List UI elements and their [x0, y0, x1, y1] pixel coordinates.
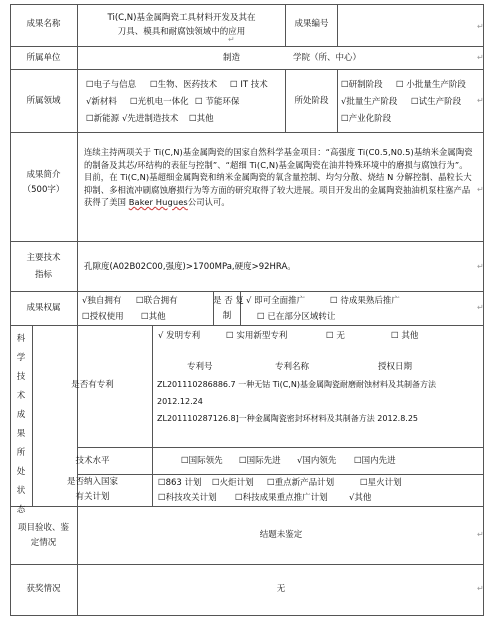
col-divider	[337, 69, 338, 133]
patent-option: ☐ 无	[326, 331, 345, 341]
replicable-option: √ 即可全面推广	[246, 296, 306, 306]
field-option: √新材料	[86, 97, 117, 107]
paragraph-mark: ↵	[477, 22, 484, 31]
label-tech-indicators: 主要技术	[26, 253, 61, 263]
field-option: ☐电子与信息	[86, 80, 137, 90]
paragraph-mark: ↵	[477, 584, 484, 593]
label-patent: 是否有专利	[71, 380, 114, 390]
row-divider	[10, 291, 484, 292]
patent-option: ☐ 其他	[391, 331, 419, 341]
plan-option: √其他	[349, 493, 372, 503]
stage-option: ☐产业化阶段	[341, 114, 392, 124]
field-option: ☐光机电一体化	[130, 97, 189, 107]
stage-option: ☐试生产阶段	[411, 97, 462, 107]
label-stage: 所处阶段	[294, 96, 329, 106]
stage-option: ☐研制阶段	[341, 80, 383, 90]
patent-entry-date: 2012.12.24	[157, 397, 203, 406]
table-border	[10, 4, 484, 616]
row-divider	[10, 325, 484, 326]
field-option: ☐ 节能环保	[195, 97, 240, 107]
tech-level-option: √国内领先	[297, 456, 337, 466]
ownership-option: ☐联合拥有	[136, 296, 178, 306]
paragraph-mark: ↵	[477, 530, 484, 539]
awards-value: 无	[276, 584, 286, 594]
ownership-option: ☐授权使用	[82, 312, 124, 322]
paragraph-mark: ↵	[477, 96, 484, 105]
tech-indicators-value: 孔隙度(A02B02C00,强度)>1700MPa,硬度>92HRA。	[84, 262, 296, 272]
patent-header: 专利名称	[275, 362, 310, 372]
ownership-option: √独自拥有	[82, 296, 122, 306]
paragraph-mark: ↵	[477, 262, 484, 271]
ownership-option: ☐其他	[141, 312, 166, 322]
achievement-title-line2: 刀具、模具和耐腐蚀领域中的应用	[117, 27, 246, 37]
patent-entry: ZL201110287126.8]一种金属陶瓷密封环材料及其制备方法 2012.8.25	[157, 414, 419, 423]
label-ownership: 成果权属	[26, 303, 61, 313]
paragraph-mark: ↵	[477, 53, 484, 62]
plan-option: ☐科技攻关计划	[158, 493, 217, 503]
patent-header: 专利号	[187, 362, 213, 372]
label-summary: 成果简介	[26, 170, 61, 180]
plan-option: ☐科技成果重点推广计划	[235, 493, 328, 503]
patent-entry: ZL201110286886.7 一种无钴 Ti(C,N)基金属陶瓷耐磨耐蚀材料及其制备方法	[157, 380, 436, 389]
company-name: Baker Hugues	[128, 197, 188, 207]
label-national-plan: 是否纳入国家	[66, 477, 118, 487]
label-awards: 获奖情况	[26, 584, 61, 594]
label-summary-limit: （500字）	[22, 185, 65, 195]
plan-option: ☐火炬计划	[212, 478, 254, 488]
row-divider	[10, 506, 484, 507]
label-acceptance-2: 定情况	[30, 538, 57, 548]
row-divider	[77, 447, 484, 448]
plan-option: ☐863 计划	[158, 478, 202, 488]
col-divider	[152, 325, 153, 507]
paragraph-mark: ↵	[477, 303, 484, 312]
field-option: ☐其他	[189, 114, 214, 124]
row-divider	[10, 69, 484, 70]
achievement-title-line1: Ti(C,N)基金属陶瓷工具材料开发及其在	[107, 13, 256, 23]
replicable-option: ☐ 已在部分区域转让	[257, 312, 336, 322]
label-tech-indicators-2: 指标	[34, 270, 52, 280]
stage-option: ☐ 小批量生产阶段	[396, 80, 466, 90]
summary-end: 公司认可。	[187, 197, 230, 207]
paragraph-mark: ↵	[477, 185, 484, 194]
label-national-plan-2: 有关计划	[75, 492, 110, 502]
row-divider	[10, 564, 484, 565]
label-field: 所属领域	[26, 96, 61, 106]
label-tech-level: 技术水平	[75, 456, 110, 466]
tech-level-option: ☐国际先进	[239, 456, 281, 466]
plan-option: ☐重点新产品计划	[267, 478, 335, 488]
plan-option: ☐星火计划	[360, 478, 402, 488]
field-option: ☐生物、医药技术	[150, 80, 218, 90]
field-option: ☐ IT 技术	[230, 80, 268, 90]
field-option: ☐新能源	[86, 114, 120, 124]
patent-option: √ 发明专利	[158, 331, 201, 341]
department-value: 制造	[223, 53, 241, 63]
row-divider	[77, 474, 484, 475]
col-divider	[77, 4, 78, 616]
patent-header: 授权日期	[378, 362, 413, 372]
row-divider	[10, 241, 484, 242]
acceptance-value: 结题未鉴定	[259, 530, 303, 540]
patent-option: ☐ 实用新型专利	[226, 331, 288, 341]
summary-body: 连续主持两项关于 Ti(C,N)基金属陶瓷的国家自然科学基金项目：“高强度 Ti(C0.5,N0.5)基纳米金属陶瓷的制备及其芯/环结构的表征与控制”、“超细 Ti(C,N)基金属陶瓷在油井特殊环境中的磨损与腐蚀行为”。目前，在 Ti(C,N)基超细金属陶瓷和纳米金属陶瓷的氧含量控制、均匀分散、烧结 N 分解控制、晶粒长大抑制、多相流冲刷腐蚀磨损行为等方面的研究取得了较大进展。项目开发出的金属陶瓷抽油机泵柱塞产品获得了美国	[84, 147, 473, 207]
col-divider	[337, 4, 338, 47]
label-department: 所属单位	[26, 53, 61, 63]
tech-level-option: ☐国内先进	[354, 456, 396, 466]
row-divider	[10, 46, 484, 47]
label-achievement-name: 成果名称	[26, 19, 61, 29]
replicable-option: ☐ 待成果熟后推广	[330, 296, 400, 306]
label-achievement-number: 成果编号	[294, 19, 329, 29]
stage-option: √批量生产阶段	[341, 97, 398, 107]
label-replicable: 是 否 复	[213, 296, 244, 306]
label-replicable-2: 制	[222, 311, 232, 321]
label-status-vertical: 科学技术成果所处状态	[16, 334, 26, 515]
summary-text	[84, 146, 476, 209]
paragraph-mark: ↵	[228, 35, 235, 44]
row-divider	[10, 132, 484, 133]
field-option: √先进制造技术	[122, 114, 179, 124]
label-acceptance: 项目验收、鉴	[17, 523, 69, 533]
department-unit: 学院（所、中心）	[293, 53, 362, 63]
tech-level-option: ☐国际领先	[181, 456, 223, 466]
